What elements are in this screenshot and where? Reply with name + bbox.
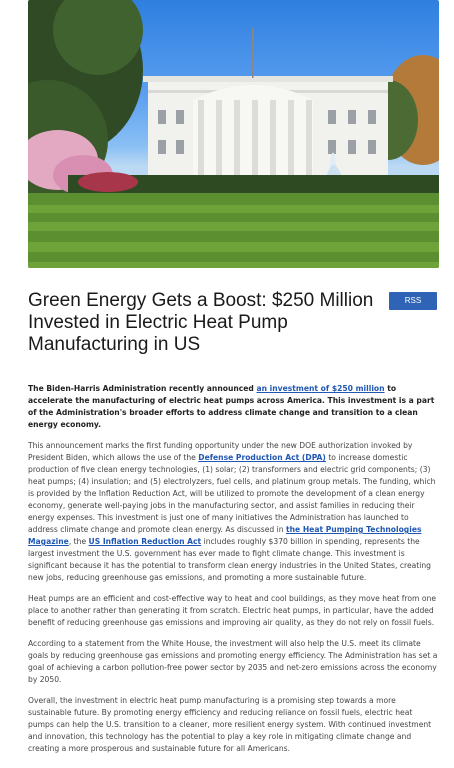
investment-link[interactable]: an investment of $250 million <box>256 384 385 393</box>
article-body <box>28 383 440 764</box>
inflation-reduction-act-link[interactable]: US Inflation Reduction Act <box>88 537 202 546</box>
rss-button[interactable]: RSS <box>389 292 437 310</box>
hero-image <box>28 0 439 268</box>
article-paragraph-3: According to a statement from the White House, the investment will also help the U.S. meet its climate goals by reducing greenhouse gas emissions and promoting energy efficiency. The Administration has set a goal of achieving a carbon pollution-free power sector by 2035 and net-zero emissions across the economy by 2050. <box>28 639 438 684</box>
article-paragraph-1: This announcement marks the first funding opportunity under the new DOE authorization invoked by President Biden, which allows the use of the Defense Production Act (DPA) to increase domestic production of five clean energy technologies, (1) solar; (2) transformers and electric grid components; (3) heat pumps; (4) insulation; and (5) electrolyzers, fuel cells, and platinum group metals. The funding, which is provided by the Inflation Reduction Act, will be utilized to promote the development of a clean energy economy, generate well-paying jobs in the manufacturing sector, and assist families in reducing their energy expenses. This investment is just one of many initiatives the Administration has launched to address climate change and promote clean energy. As discussed in the Heat Pumping Technologies Magazine, the US Inflation Reduction Act includes roughly $370 billion in spending, represents the largest investment the U.S. government has ever made to fight climate change. This investment is significant because it has the potential to transform clean energy industries in the United States, creating new jobs, reducing greenhouse gas emissions, and promoting a more sustainable future. <box>28 441 436 582</box>
article-title: Green Energy Gets a Boost: $250 Million Invested in Electric Heat Pump Manufacturing in US <box>28 290 374 355</box>
white-house-illustration <box>28 0 439 268</box>
article-paragraph-4: Overall, the investment in electric heat pump manufacturing is a promising step towards a more sustainable future. By promoting energy efficiency and reducing reliance on fossil fuels, electric heat pumps can help the U.S. transition to a cleaner, more resilient energy system. With continued investment and innovation, this technology has the potential to play a key role in mitigating climate change and creating a more prosperous and sustainable future for all Americans. <box>28 696 432 753</box>
article-lead: The Biden-Harris Administration recently announced an investment of $250 million to accelerate the manufacturing of electric heat pumps across America. This investment is a part of the Administration's broader efforts to address climate change and transition to a clean energy economy. <box>28 384 435 429</box>
heat-pumping-magazine-link[interactable]: the Heat Pumping Technologies Magazine <box>28 525 422 546</box>
defense-production-act-link[interactable]: Defense Production Act (DPA) <box>198 453 326 462</box>
article-paragraph-2: Heat pumps are an efficient and cost-effective way to heat and cool buildings, as they move heat from one place to another rather than generating it from scratch. Electric heat pumps, in particular, have the added benefit of reducing greenhouse gas emissions and improving air quality, as they do not rely on fossil fuels. <box>28 594 437 627</box>
